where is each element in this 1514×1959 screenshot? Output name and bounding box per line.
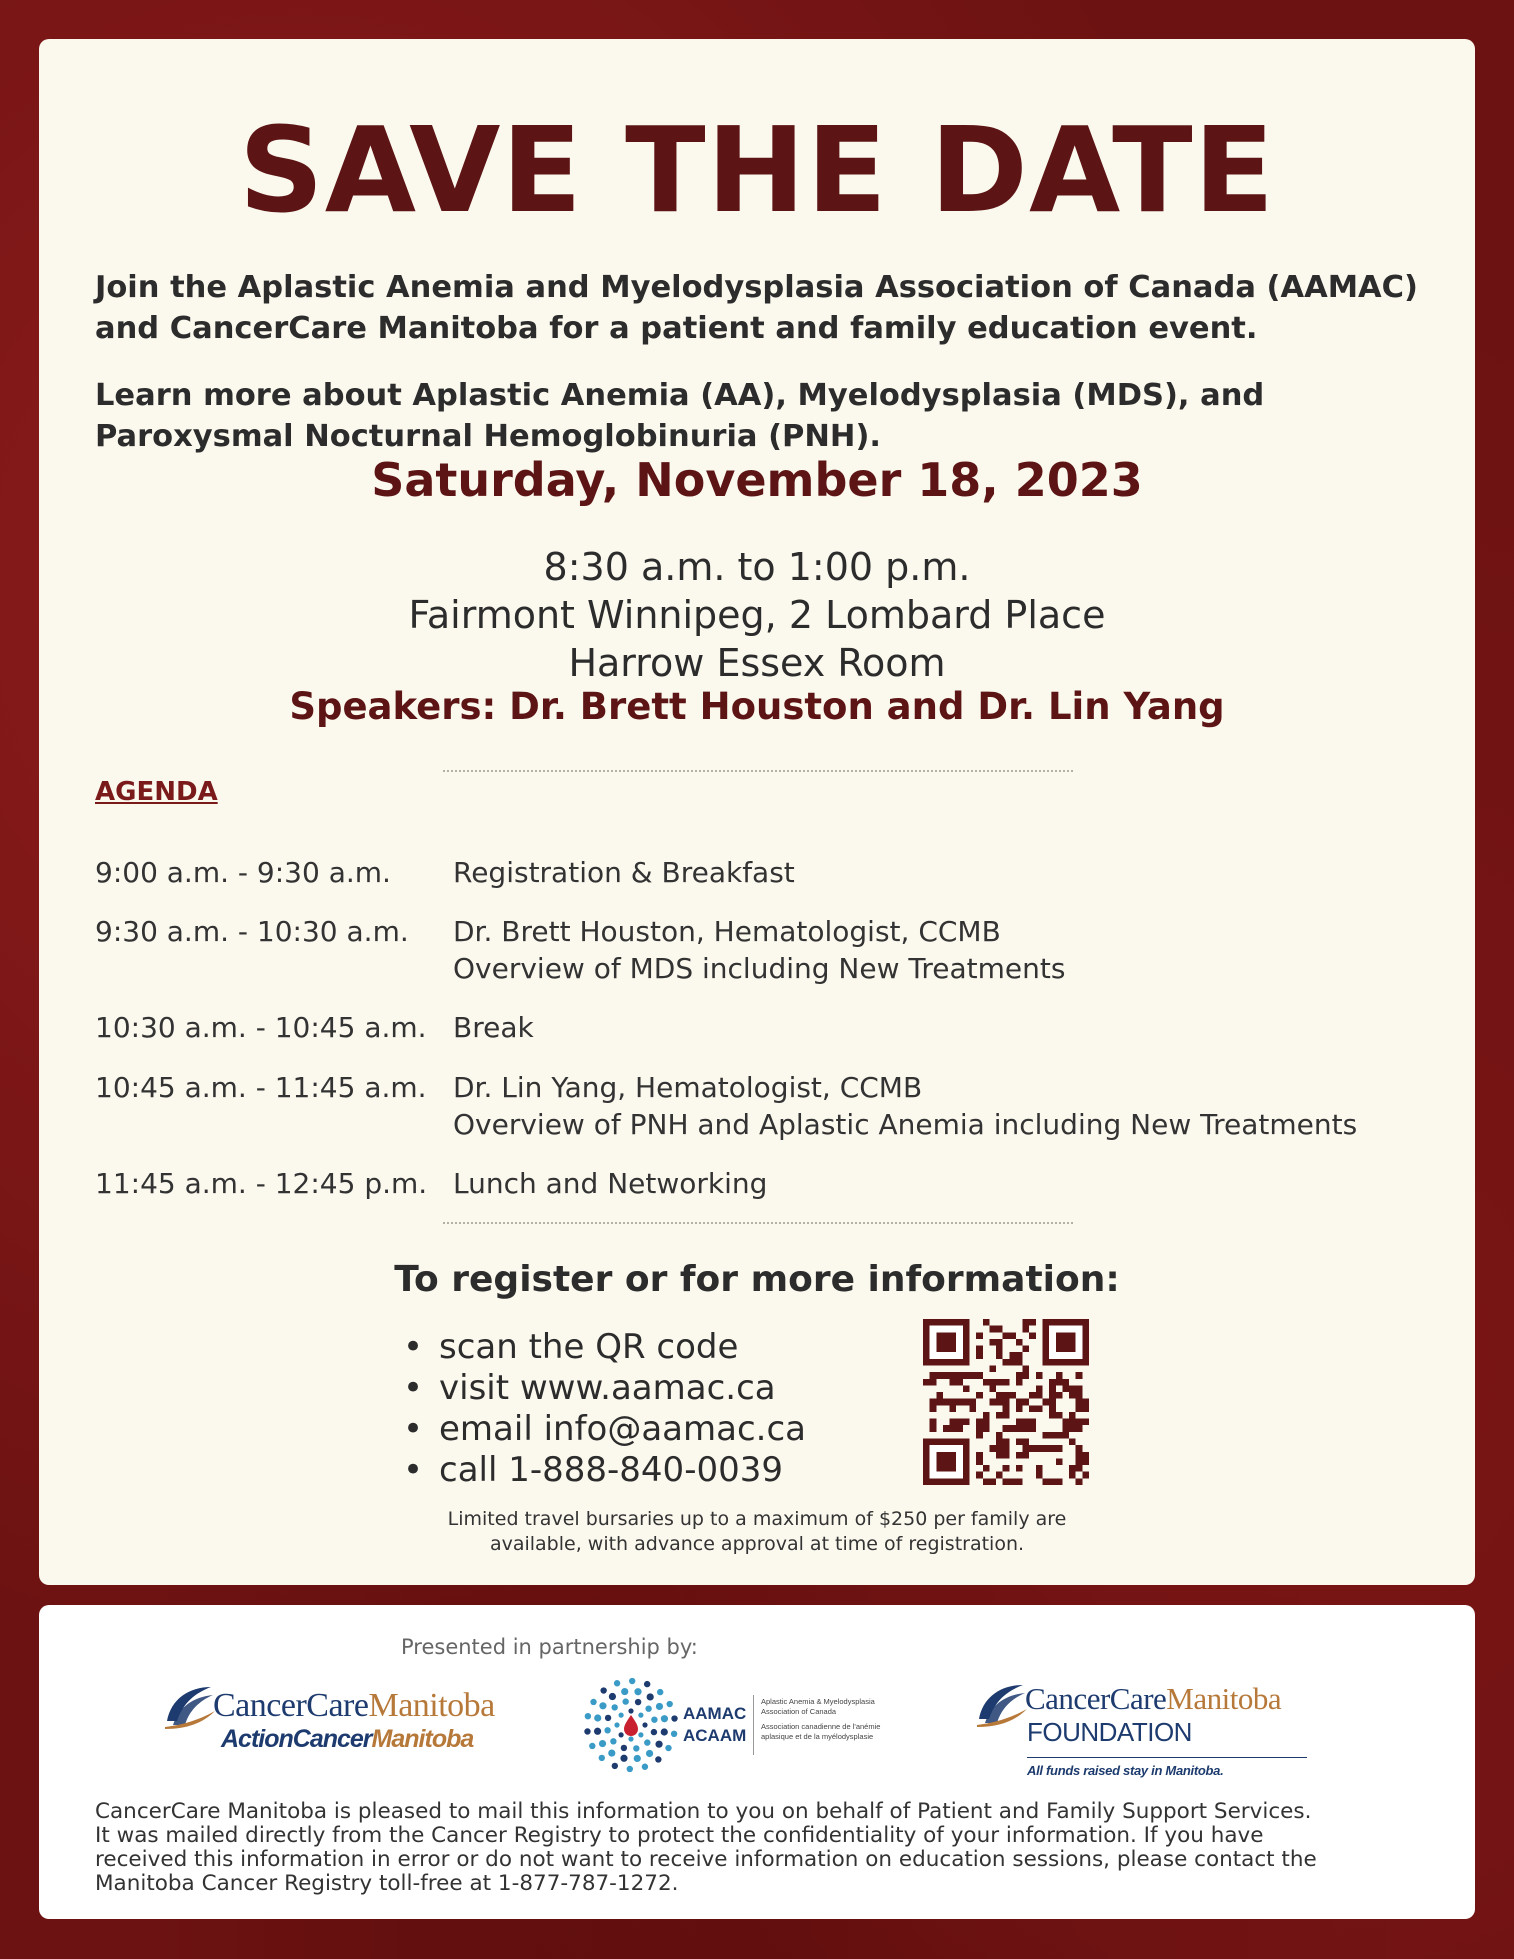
disclaimer-line: It was mailed directly from the Cancer Registry to protect the confidentiality of your information. If you have — [95, 1823, 1264, 1848]
disclaimer — [95, 1800, 1445, 1896]
ccmb-subname-part: Manitoba — [371, 1725, 474, 1753]
qr-code-icon[interactable] — [923, 1319, 1089, 1485]
foundation-tagline: All funds raised stay in Manitoba. — [1027, 1763, 1224, 1778]
page-title: SAVE THE DATE — [238, 101, 1276, 239]
event-time: 8:30 a.m. to 1:00 p.m. — [543, 545, 971, 589]
disclaimer-line: CancerCare Manitoba is pleased to mail this information to you on behalf of Patient and Family Support Services. — [95, 1799, 1312, 1824]
ccmb-subname — [221, 1725, 473, 1754]
aamac-text: aplasique et de la myélodysplasie — [761, 1731, 874, 1741]
contact-list — [399, 1327, 806, 1491]
agenda-line: Dr. Lin Yang, Hematologist, CCMB — [453, 1071, 923, 1104]
aamac-abbreviations — [683, 1703, 746, 1747]
partnership-label: Presented in partnership by: — [401, 1635, 698, 1659]
intro-line: Join the Aplastic Anemia and Myelodysplasia Association of Canada (AAMAC) — [95, 270, 1418, 305]
contact-item[interactable]: • visit www.aamac.ca — [399, 1368, 806, 1409]
agenda-line: Registration & Breakfast — [453, 856, 795, 889]
aamac-divider — [753, 1695, 754, 1755]
event-venue: Fairmont Winnipeg, 2 Lombard Place — [408, 593, 1106, 637]
foundation-name-part: Manitoba — [1166, 1681, 1282, 1716]
event-card — [39, 39, 1475, 1585]
agenda-description — [453, 1165, 767, 1202]
aamac-abbr: AAMAC — [683, 1704, 747, 1723]
contact-item[interactable]: • call 1-888-840-0039 — [399, 1450, 806, 1491]
event-speakers: Speakers: Dr. Brett Houston and Dr. Lin Yang — [289, 685, 1225, 728]
ccmb-subname-part: ActionCancer — [221, 1725, 372, 1753]
partners-card — [39, 1605, 1475, 1919]
disclaimer-line: Manitoba Cancer Registry toll-free at 1-877-787-1272. — [95, 1871, 679, 1896]
agenda-time: 10:45 a.m. - 11:45 a.m. — [95, 1071, 427, 1104]
learn-more-paragraph — [95, 375, 1455, 457]
contact-item[interactable]: • email info@aamac.ca — [399, 1409, 806, 1450]
bursary-note — [39, 1507, 1475, 1557]
agenda-time: 11:45 a.m. - 12:45 p.m. — [95, 1167, 428, 1200]
ccmb-name-part: Manitoba — [368, 1687, 495, 1724]
agenda-line: Dr. Brett Houston, Hematologist, CCMB — [453, 915, 1001, 948]
ccmb-name-part: CancerCare — [213, 1687, 369, 1724]
ccmb-swoosh-icon — [161, 1681, 217, 1731]
aamac-text: Association canadienne de l'anémie — [761, 1722, 881, 1731]
agenda-line: Overview of MDS including New Treatments — [453, 952, 1066, 985]
aamac-text: Association of Canada — [761, 1706, 837, 1716]
aamac-abbr: ACAAM — [683, 1726, 747, 1745]
divider — [443, 770, 1073, 772]
event-room: Harrow Essex Room — [568, 641, 946, 685]
foundation-swoosh-icon — [973, 1679, 1029, 1729]
aamac-fullname — [761, 1697, 880, 1741]
ccmb-name — [213, 1687, 495, 1725]
agenda-description — [453, 1069, 1357, 1143]
intro-line: Learn more about Aplastic Anemia (AA), Myelodysplasia (MDS), and — [95, 378, 1265, 413]
foundation-name-part: CancerCare — [1025, 1681, 1167, 1716]
intro-line: Paroxysmal Nocturnal Hemoglobinuria (PNH). — [95, 419, 881, 454]
agenda-description — [453, 913, 1065, 987]
agenda-time: 9:00 a.m. - 9:30 a.m. — [95, 856, 391, 889]
register-heading: To register or for more information: — [394, 1259, 1120, 1300]
agenda-line: Overview of PNH and Aplastic Anemia including New Treatments — [453, 1108, 1358, 1141]
foundation-rule — [1027, 1757, 1307, 1758]
agenda-line: Break — [453, 1011, 534, 1044]
intro-paragraph — [95, 267, 1455, 349]
event-date: Saturday, November 18, 2023 — [371, 453, 1143, 507]
foundation-name — [1025, 1681, 1281, 1717]
divider — [443, 1222, 1073, 1224]
agenda-time: 10:30 a.m. - 10:45 a.m. — [95, 1011, 427, 1044]
agenda-time: 9:30 a.m. - 10:30 a.m. — [95, 915, 409, 948]
agenda-description — [453, 1009, 534, 1046]
agenda-heading: AGENDA — [95, 777, 218, 807]
ccmb-logo — [161, 1681, 571, 1761]
disclaimer-line: received this information in error or do not want to receive information on education sessions, please contact the — [95, 1847, 1317, 1872]
bursary-line: available, with advance approval at time of registration. — [489, 1533, 1025, 1555]
aamac-text: Aplastic Anemia & Myelodysplasia — [761, 1697, 875, 1706]
foundation-word: FOUNDATION — [1027, 1717, 1192, 1747]
contact-item: • scan the QR code — [399, 1327, 806, 1368]
bursary-line: Limited travel bursaries up to a maximum of $250 per family are — [447, 1508, 1067, 1530]
agenda-line: Lunch and Networking — [453, 1167, 768, 1200]
agenda-description — [453, 854, 795, 891]
aamac-burst-icon — [583, 1677, 679, 1773]
intro-line: and CancerCare Manitoba for a patient and family education event. — [95, 311, 1258, 346]
aamac-logo — [583, 1677, 963, 1773]
ccmb-foundation-logo — [973, 1675, 1383, 1785]
